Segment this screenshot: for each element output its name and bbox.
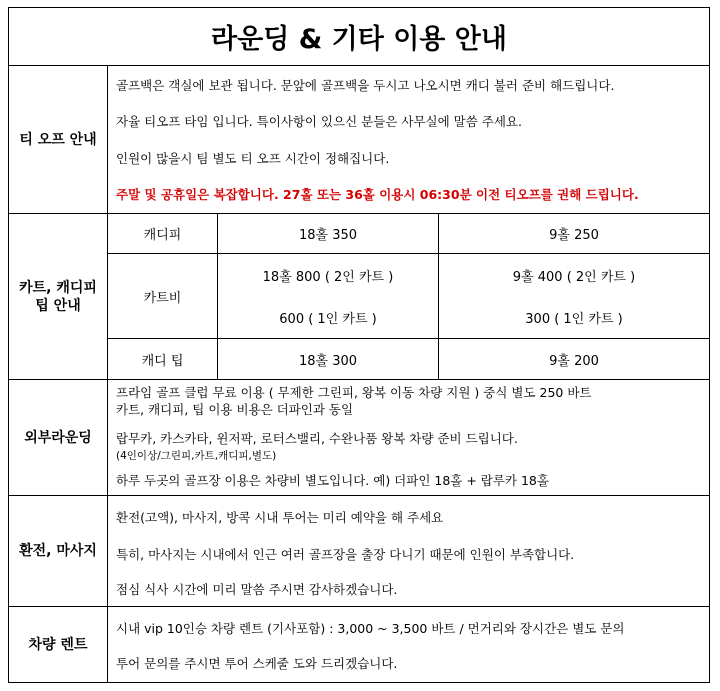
section-label-tee-off: 티 오프 안내 <box>9 66 108 213</box>
fee-cart-9-1p: 300 ( 1인 카트 ) <box>525 312 623 327</box>
fee-caddie-18: 18홀 350 <box>218 214 439 253</box>
section-label-exchange: 환전, 마사지 <box>9 496 108 606</box>
fees-label-line-2: 팁 안내 <box>35 297 81 314</box>
exchange-line-3: 점심 식사 시간에 미리 말씀 주시면 감사하겠습니다. <box>116 582 398 597</box>
rental-line-2: 투어 문의를 주시면 투어 스케줄 도와 드리겠습니다. <box>116 656 398 671</box>
fee-name-caddie: 캐디피 <box>108 214 218 253</box>
section-content-rental <box>108 607 709 682</box>
section-label-fees <box>9 214 108 379</box>
tee-off-line-2: 자율 티오프 타임 입니다. 특이사항이 있으신 분들은 사무실에 말씀 주세요. <box>116 114 522 129</box>
fee-cart-9 <box>439 254 709 338</box>
fee-tip-9: 9홀 200 <box>549 354 599 369</box>
section-outside-rounding <box>9 380 709 496</box>
rental-line-1: 시내 vip 10인승 차량 렌트 (기사포함) : 3,000 ~ 3,500 바트 / 먼거리와 장시간은 별도 문의 <box>116 621 625 636</box>
outside-line-4: (4인이상/그린피,카트,캐디피,별도) <box>116 450 277 462</box>
section-tee-off <box>9 66 709 214</box>
fee-cart-18-2p: 18홀 800 ( 2인 카트 ) <box>262 270 394 285</box>
section-label-outside: 외부라운딩 <box>9 380 108 495</box>
fee-cart-18 <box>218 254 439 338</box>
page-title: 라운딩 & 기타 이용 안내 <box>9 8 709 66</box>
fee-cart-9-2p: 9홀 400 ( 2인 카트 ) <box>512 270 636 285</box>
exchange-line-2: 특히, 마사지는 시내에서 인근 여러 골프장을 출장 다니기 때문에 인원이 부족합니다. <box>116 547 575 562</box>
fee-name-tip: 캐디 팁 <box>108 339 218 380</box>
info-sheet <box>8 7 710 683</box>
fee-cart-18-1p: 600 ( 1인 카트 ) <box>279 312 377 327</box>
exchange-line-1: 환전(고액), 마사지, 방콕 시내 투어는 미리 예약을 해 주세요 <box>116 510 444 525</box>
tee-off-notice: 주말 및 공휴일은 복잡합니다. 27홀 또는 36홀 이용시 06:30분 이전 티오프를 권해 드립니다. <box>116 187 639 202</box>
section-fees <box>9 214 709 380</box>
outside-line-5: 하루 두곳의 골프장 이용은 차량비 별도입니다. 예) 더파인 18홀 + 랍루카 18홀 <box>116 473 549 488</box>
fee-row-tip <box>108 339 709 380</box>
fee-table <box>108 214 709 379</box>
fee-tip-18: 18홀 300 <box>218 339 439 380</box>
fee-name-cart: 카트비 <box>108 254 218 338</box>
section-content-outside <box>108 380 709 495</box>
section-exchange-massage <box>9 496 709 607</box>
tee-off-line-1: 골프백은 객실에 보관 됩니다. 문앞에 골프백을 두시고 나오시면 캐디 불러 준비 해드립니다. <box>116 78 615 93</box>
section-vehicle-rental <box>9 607 709 682</box>
tee-off-line-3: 인원이 많을시 팀 별도 티 오프 시간이 정해집니다. <box>116 151 390 166</box>
outside-line-2: 카트, 캐디피, 팁 이용 비용은 더파인과 동일 <box>116 402 354 417</box>
fee-caddie-9: 9홀 250 <box>549 228 599 243</box>
outside-line-1: 프라임 골프 클럽 무료 이용 ( 무제한 그린피, 왕복 이동 차량 지원 ) 중식 별도 250 바트 <box>116 385 592 400</box>
fee-row-cart <box>108 254 709 339</box>
section-content-exchange <box>108 496 709 606</box>
fees-label-line-1: 카트, 캐디피 <box>19 279 97 296</box>
section-content-tee-off <box>108 66 709 213</box>
fee-row-caddie <box>108 214 709 254</box>
outside-line-3: 랍무카, 카스카타, 윈저팍, 로터스밸리, 수완나품 왕복 차량 준비 드립니다. <box>116 431 518 446</box>
section-label-rental: 차량 렌트 <box>9 607 108 682</box>
